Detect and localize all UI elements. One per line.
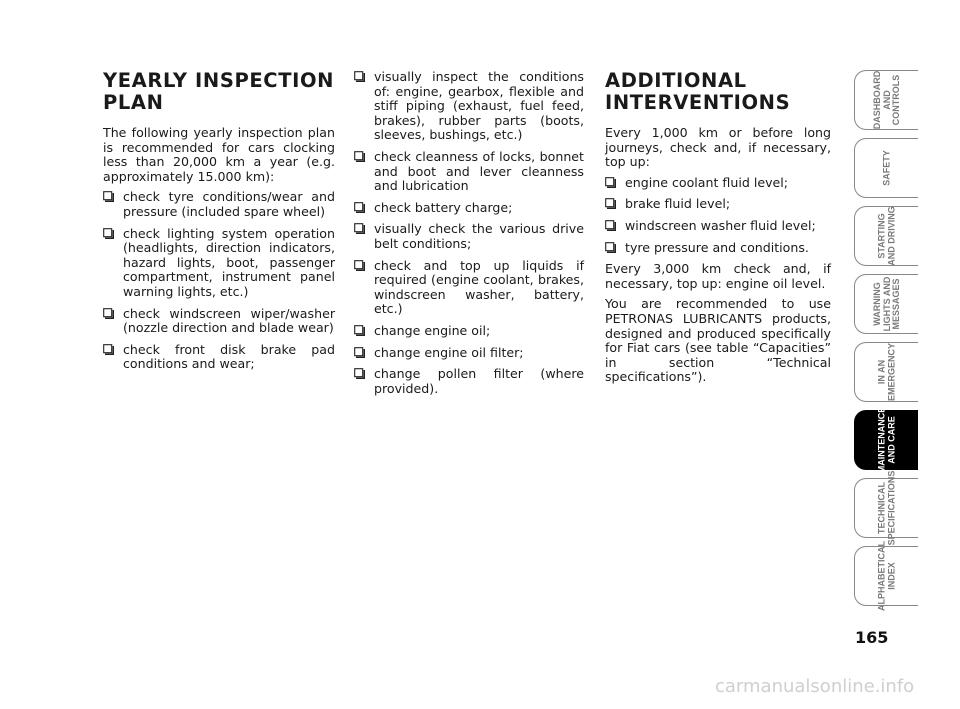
checkbox-icon (354, 347, 365, 358)
checkbox-icon (103, 308, 114, 319)
yearly-inspection-list (103, 190, 335, 372)
tab-safety[interactable] (854, 138, 918, 198)
list-item-text: visually check the various drive belt conditions; (374, 221, 584, 251)
checkbox-icon (354, 223, 365, 234)
heading-line-2: INTERVENTIONS (605, 91, 791, 114)
list-item (605, 241, 831, 256)
list-item (103, 190, 335, 219)
tab-label: TECHNICAL SPECIFICATIONS (876, 470, 896, 546)
tab-maintenance-and-care[interactable] (854, 406, 918, 474)
list-item (354, 324, 584, 339)
list-item-text: change pollen filter (where provided). (374, 366, 584, 396)
additional-interventions-heading (605, 70, 831, 114)
checkbox-icon (605, 220, 616, 231)
heading-line-2: PLAN (103, 91, 164, 114)
list-item (354, 346, 584, 361)
list-item-text: visually inspect the conditions of: engine, gearbox, flexible and stiff piping (exhaust, fuel feed, brakes), rubber parts (boots, sleeves, bushings, etc.) (374, 69, 584, 143)
tab-label: IN AN EMERGENCY (876, 342, 896, 402)
list-item-text: check battery charge; (374, 199, 513, 215)
tab-label: ALPHABETICAL INDEX (876, 541, 896, 611)
list-item-text: check lighting system operation (headlights, direction indicators, hazard lights, boot, passenger compartment, instrument panel warning lights, etc.) (123, 225, 335, 299)
checkbox-icon (605, 198, 616, 209)
tab-label: DASHBOARD AND CONTROLS (871, 70, 901, 130)
list-item-text: check windscreen wiper/washer (nozzle direction and blade wear) (123, 305, 335, 336)
list-item-text: change engine oil filter; (374, 344, 524, 360)
list-item-text: brake fluid level; (625, 196, 731, 212)
list-item (354, 367, 584, 396)
tab-label: MAINTENANCE AND CARE (876, 406, 896, 474)
checkbox-icon (103, 228, 114, 239)
tab-label: WARNING LIGHTS AND MESSAGES (871, 276, 901, 332)
tab-warning-lights-and-messages[interactable] (854, 274, 918, 334)
checkbox-icon (354, 325, 365, 336)
checkbox-icon (354, 202, 365, 213)
tab-in-an-emergency[interactable] (854, 342, 918, 402)
yearly-inspection-intro: The following yearly inspection plan is recommended for cars clocking less than 20,000 km a year (e.g. approximately 15.000 km): (103, 125, 335, 184)
heading-line-1: YEARLY INSPECTION (103, 69, 335, 92)
list-item-text: tyre pressure and conditions. (625, 239, 809, 255)
yearly-inspection-heading (103, 70, 335, 114)
checkbox-icon (354, 151, 365, 162)
checkbox-icon (103, 191, 114, 202)
checkbox-icon (354, 368, 365, 379)
tab-dashboard-and-controls[interactable] (854, 70, 918, 130)
list-item-text: windscreen washer fluid level; (625, 217, 816, 233)
tab-alphabetical-index[interactable] (854, 541, 918, 611)
list-item (103, 307, 335, 336)
page-number: 165 (855, 628, 889, 647)
checkbox-icon (103, 344, 114, 355)
checkbox-icon (354, 260, 365, 271)
additional-intro: Every 1,000 km or before long journeys, check and, if necessary, top up: (605, 125, 831, 170)
list-item (103, 227, 335, 300)
list-item-text: change engine oil; (374, 322, 491, 338)
list-item-text: check cleanness of locks, bonnet and boot and lever cleanness and lubrication (374, 148, 584, 194)
checkbox-icon (605, 242, 616, 253)
list-item (103, 343, 335, 372)
list-item (605, 219, 831, 234)
list-item-text: engine coolant fluid level; (625, 174, 789, 190)
heading-line-1: ADDITIONAL (605, 69, 747, 92)
list-item-text: check front disk brake pad conditions and wear; (123, 341, 335, 372)
watermark: carmanualsonline.info (715, 676, 915, 697)
list-item (354, 201, 584, 216)
column-yearly-inspection (103, 70, 335, 379)
additional-list (605, 176, 831, 255)
column-inspection-continued (354, 70, 584, 403)
list-item (354, 70, 584, 143)
checkbox-icon (354, 71, 365, 82)
list-item (354, 150, 584, 194)
list-item (605, 197, 831, 212)
tab-label: SAFETY (880, 150, 891, 186)
tab-label: STARTING AND DRIVING (876, 206, 896, 266)
checkbox-icon (605, 177, 616, 188)
list-item (354, 222, 584, 251)
engine-oil-paragraph: Every 3,000 km check and, if necessary, top up: engine oil level. (605, 261, 831, 291)
list-item-text: check and top up liquids if required (engine coolant, brakes, windscreen washer, battery, etc.) (374, 257, 584, 317)
inspection-continued-list (354, 70, 584, 396)
list-item (605, 176, 831, 191)
list-item-text: check tyre conditions/wear and pressure (included spare wheel) (123, 189, 335, 219)
column-additional-interventions (605, 70, 831, 391)
tab-technical-specifications[interactable] (854, 470, 918, 546)
list-item (354, 259, 584, 317)
petronas-paragraph: You are recommended to use PETRONAS LUBRICANTS products, designed and produced specifically for Fiat cars (see table “Capacities” in section “Technical specifications”). (605, 296, 831, 385)
tab-starting-and-driving[interactable] (854, 206, 918, 266)
